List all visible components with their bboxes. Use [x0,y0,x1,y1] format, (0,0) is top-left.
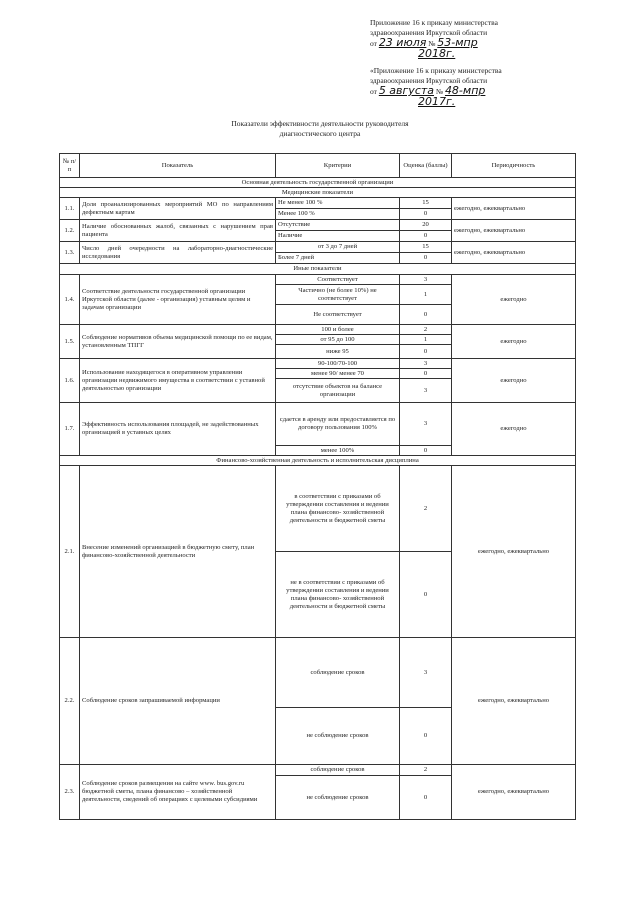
criterion: 90-100/70-100 [276,359,400,369]
row-number: 1.2. [60,220,80,242]
periodicity: ежегодно, ежеквартально [452,242,576,264]
score: 2 [400,765,452,776]
indicator-text: Соблюдение нормативов объема медицинской помощи по ее видам, установленным ТПГГ [80,325,276,359]
order-line-1: от 23 июля № 53-мпр [370,36,478,49]
row-number: 1.6. [60,359,80,403]
criterion: Наличие [276,231,400,242]
section-other: Иные показатели [60,264,576,275]
table-row [60,220,576,231]
score: 2 [400,466,452,552]
table-row [60,198,576,209]
score: 2 [400,325,452,335]
indicator-text: Эффективность использования площадей, не задействованных организацией в уставных целях [80,403,276,456]
criterion: соблюдение сроков [276,765,400,776]
periodicity: ежегодно [452,403,576,456]
section-medical: Медицинские показатели [60,188,576,198]
periodicity: ежегодно [452,359,576,403]
criterion: не соблюдение сроков [276,776,400,820]
row-number: 1.3. [60,242,80,264]
score: 20 [400,220,452,231]
score: 0 [400,776,452,820]
row-number: 1.7. [60,403,80,456]
criterion: 100 и более [276,325,400,335]
order-number-1: 53-мпр [437,36,478,49]
col-header-criteria: Критерии [276,154,400,178]
criterion: Отсутствие [276,220,400,231]
criterion: от 95 до 100 [276,335,400,345]
section-finance: Финансово-хозяйственная деятельность и исполнительская дисциплина [60,456,576,466]
section-row [60,178,576,188]
criterion: не соблюдение сроков [276,708,400,765]
score: 1 [400,285,452,305]
row-number: 1.1. [60,198,80,220]
criterion: Более 7 дней [276,253,400,264]
appendix-header [370,18,570,108]
periodicity: ежегодно, ежеквартально [452,765,576,820]
col-header-num: № п/п [60,154,80,178]
score: 1 [400,335,452,345]
appendix-line-1: Приложение 16 к приказу министерства [370,18,498,27]
indicator-text: Доля проанализированных мероприятий МО по направлениям дефектным картам [80,198,276,220]
table-row [60,275,576,285]
indicator-text: Число дней очередности на лабораторно-диагностические исследования [80,242,276,264]
order-date-2: 5 августа [378,84,435,97]
score: 3 [400,403,452,446]
table-row [60,403,576,446]
appendix-line-2: «Приложение 16 к приказу министерства [370,66,502,75]
indicator-text: Соблюдение сроков размещения на сайте www. bus.gov.ru бюджетной сметы, плана финансово – хозяйственной деятельности, сведений об операциях с целевыми субсидиями [80,765,276,820]
score: 0 [400,209,452,220]
periodicity: ежегодно, ежеквартально [452,638,576,765]
score: 0 [400,446,452,456]
row-number: 2.2. [60,638,80,765]
periodicity: ежегодно, ежеквартально [452,220,576,242]
indicators-table [59,153,576,820]
criterion: в соответствии с приказами об утверждении составления и ведении плана финансово- хозяйственной деятельности и бюджетной сметы [276,466,400,552]
criterion: сдается в аренду или предоставляется по договору пользования 100% [276,403,400,446]
order-number-2: 48-мпр [444,84,486,97]
criterion: Соответствует [276,275,400,285]
col-header-indicator: Показатель [80,154,276,178]
score: 0 [400,345,452,359]
criterion: от 3 до 7 дней [276,242,400,253]
score: 0 [400,708,452,765]
score: 3 [400,275,452,285]
criterion: Частично (не более 10%) не соответствует [276,285,400,305]
section-row [60,188,576,198]
indicator-text: Использование находящегося в оперативном управлении организации недвижимого имущества в соответствии с уставной деятельностью организации [80,359,276,403]
table-row [60,466,576,552]
section-row [60,264,576,275]
score: 3 [400,359,452,369]
ministry-line-1: здравоохранения Иркутской области [370,28,488,37]
document-title: Показатели эффективности деятельности руководителя диагностического центра [231,119,409,138]
order-date-1: 23 июля [378,36,427,49]
table-header-row [60,154,576,178]
indicator-text: Внесение изменений организацией в бюджетную смету, план финансово-хозяйственной деятельности [80,466,276,638]
table-row [60,325,576,335]
section-row [60,456,576,466]
row-number: 1.5. [60,325,80,359]
criterion: Менее 100 % [276,209,400,220]
row-number: 2.1. [60,466,80,638]
ministry-line-2: здравоохранения Иркутской области [370,76,488,85]
col-header-periodicity: Периодичность [452,154,576,178]
periodicity: ежегодно [452,325,576,359]
score: 15 [400,198,452,209]
score: 3 [400,379,452,403]
row-number: 1.4. [60,275,80,325]
periodicity: ежегодно [452,275,576,325]
criterion: не в соответствии с приказами об утверждении составления и ведении плана финансово- хозяйственной деятельности и бюджетной сметы [276,552,400,638]
indicator-text: Соответствие деятельности государственной организации Иркутской области (далее - организация) уставным целям и задачам организации [80,275,276,325]
periodicity: ежегодно, ежеквартально [452,466,576,638]
score: 0 [400,552,452,638]
indicator-text: Соблюдение сроков запрашиваемой информации [80,638,276,765]
periodicity: ежегодно, ежеквартально [452,198,576,220]
criterion: ниже 95 [276,345,400,359]
indicator-text: Наличие обоснованных жалоб, связанных с нарушением прав пациента [80,220,276,242]
order-year-1: 2018г. [418,47,456,60]
score: 0 [400,369,452,379]
order-year-2: 2017г. [418,95,456,108]
table-row [60,765,576,776]
order-line-2: от 5 августа № 48-мпр [370,84,486,97]
criterion: Не менее 100 % [276,198,400,209]
score: 0 [400,305,452,325]
table-row [60,359,576,369]
table-row [60,242,576,253]
criterion: менее 90/ менее 70 [276,369,400,379]
col-header-score: Оценка (баллы) [400,154,452,178]
criterion: отсутствие объектов на балансе организации [276,379,400,403]
criterion: соблюдение сроков [276,638,400,708]
score: 0 [400,231,452,242]
row-number: 2.3. [60,765,80,820]
score: 15 [400,242,452,253]
table-row [60,638,576,708]
criterion: Не соответствует [276,305,400,325]
score: 0 [400,253,452,264]
criterion: менее 100% [276,446,400,456]
section-main: Основная деятельность государственной организации [60,178,576,188]
score: 3 [400,638,452,708]
